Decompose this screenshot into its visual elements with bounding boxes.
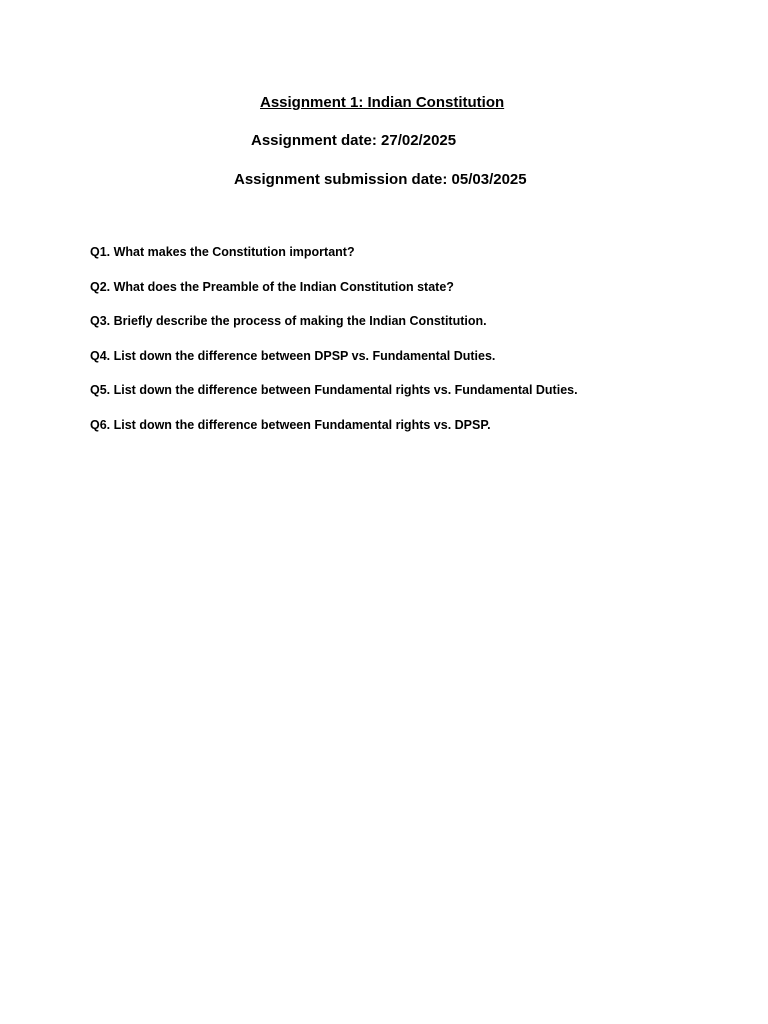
- question-6: Q6. List down the difference between Fundamental rights vs. DPSP.: [90, 417, 491, 432]
- assignment-title: Assignment 1: Indian Constitution: [260, 94, 505, 111]
- question-2: Q2. What does the Preamble of the Indian Constitution state?: [90, 279, 454, 294]
- submission-date: Assignment submission date: 05/03/2025: [234, 171, 527, 188]
- question-5: Q5. List down the difference between Fundamental rights vs. Fundamental Duties.: [90, 383, 578, 398]
- question-list: [90, 244, 730, 452]
- question-4: Q4. List down the difference between DPSP vs. Fundamental Duties.: [90, 348, 496, 363]
- assignment-date: Assignment date: 27/02/2025: [251, 132, 457, 149]
- question-1: Q1. What makes the Constitution important?: [90, 245, 355, 259]
- question-3: Q3. Briefly describe the process of making the Indian Constitution.: [90, 314, 487, 329]
